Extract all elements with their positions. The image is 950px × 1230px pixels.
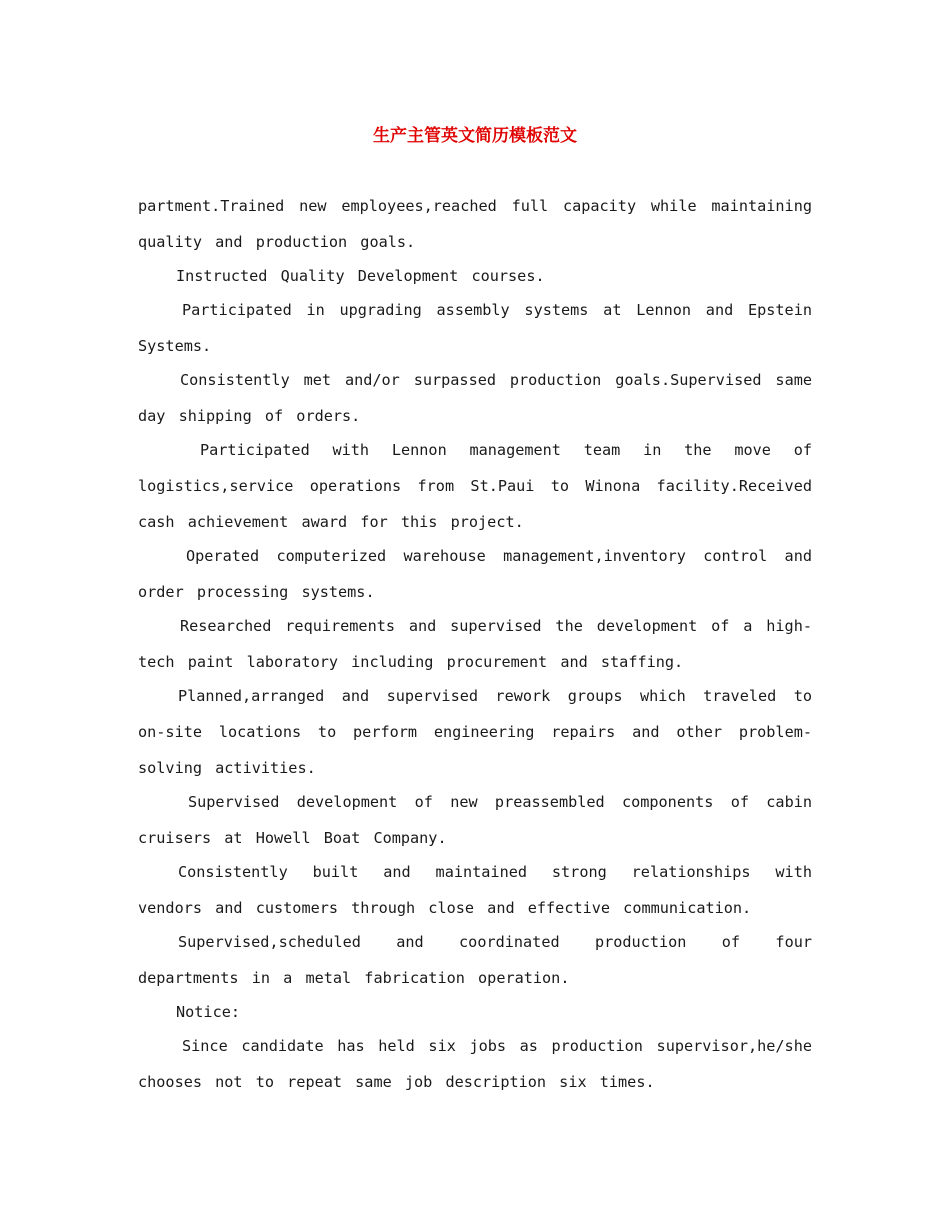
paragraph-continuation: partment.Trained new employees,reached full capacity while maintaining quality and production goals. bbox=[138, 197, 812, 251]
paragraph-notice-label: Notice: bbox=[176, 1003, 241, 1021]
document-body bbox=[138, 188, 812, 1100]
paragraph-notice-text: Since candidate has held six jobs as production supervisor,he/she chooses not to repeat same job description six times. bbox=[138, 1037, 812, 1091]
paragraph-metal-fabrication: Supervised,scheduled and coordinated production of four departments in a metal fabrication operation. bbox=[138, 933, 812, 987]
paragraph-cabin-cruisers: Supervised development of new preassembled components of cabin cruisers at Howell Boat Company. bbox=[138, 793, 812, 847]
paragraph-logistics-move: Participated with Lennon management team in the move of logistics,service operations from St.Paui to Winona facility.Received cash achievement award for this project. bbox=[138, 441, 812, 531]
paragraph-warehouse-systems: Operated computerized warehouse management,inventory control and order processing systems. bbox=[138, 547, 812, 601]
paragraph-quality-courses: Instructed Quality Development courses. bbox=[176, 267, 545, 285]
paragraph-production-goals: Consistently met and/or surpassed production goals.Supervised same day shipping of orders. bbox=[138, 371, 812, 425]
paragraph-upgrading-assembly: Participated in upgrading assembly systems at Lennon and Epstein Systems. bbox=[138, 301, 812, 355]
document-title: 生产主管英文简历模板范文 bbox=[373, 126, 577, 146]
paragraph-paint-laboratory: Researched requirements and supervised the development of a high-tech paint laboratory including procurement and staffing. bbox=[138, 617, 812, 671]
paragraph-rework-groups: Planned,arranged and supervised rework groups which traveled to on-site locations to perform engineering repairs and other problem-solving activities. bbox=[138, 687, 812, 777]
paragraph-vendor-relationships: Consistently built and maintained strong relationships with vendors and customers through close and effective communication. bbox=[138, 863, 812, 917]
